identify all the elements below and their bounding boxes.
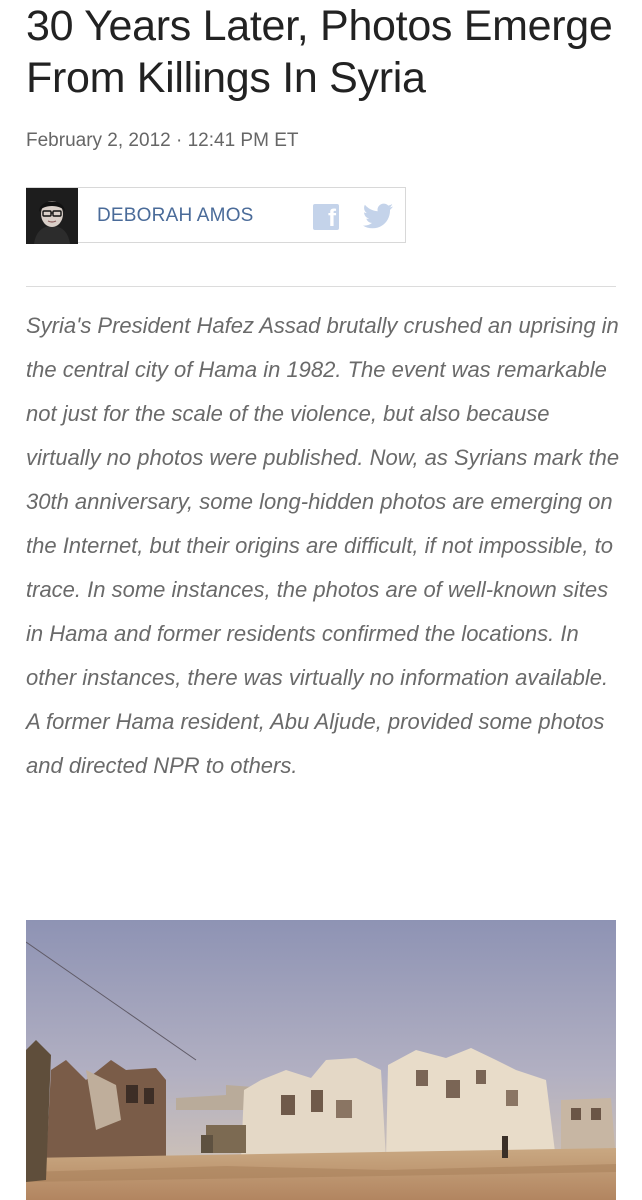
article-dateline: February 2, 2012 · 12:41 PM ET <box>26 130 299 151</box>
byline-box <box>26 187 406 243</box>
article-teaser: Syria's President Hafez Assad brutally crushed an uprising in the central city of Hama in 1982. The event was remarkable not just for the scale of the violence, but also because virtually no photos were published. Now, as Syrians mark the 30th anniversary, some long-hidden photos are emerging on the Internet, but their origins are difficult, if not impossible, to trace. In some instances, the photos are of well-known sites in Hama and former residents confirmed the locations. In other instances, there was virtually no information available. A former Hama resident, Abu Aljude, provided some photos and directed NPR to others. <box>26 313 620 778</box>
author-avatar[interactable] <box>26 188 78 244</box>
twitter-icon[interactable] <box>362 203 394 231</box>
section-divider <box>26 286 616 287</box>
article-headline: 30 Years Later, Photos Emerge From Killings In Syria <box>26 2 613 102</box>
facebook-icon[interactable]: f <box>313 204 339 230</box>
author-portrait <box>26 188 78 244</box>
article-photo[interactable] <box>26 920 616 1200</box>
ruins-photo <box>26 920 616 1200</box>
author-link[interactable]: DEBORAH AMOS <box>97 205 254 226</box>
